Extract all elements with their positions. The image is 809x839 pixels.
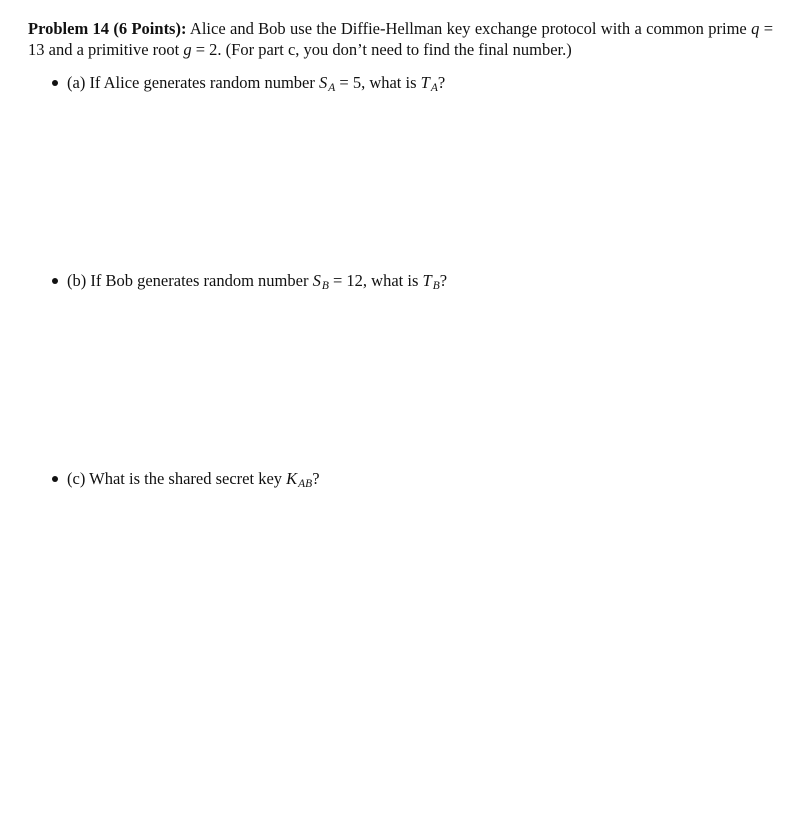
part-c-prefix: (c) What is the shared secret key xyxy=(67,469,287,488)
problem-statement xyxy=(28,18,773,60)
var-q: q xyxy=(751,19,760,38)
part-a-mid: = 5, what is xyxy=(335,73,421,92)
problem-heading: Problem 14 (6 Points): xyxy=(28,19,187,38)
part-b-var-s: S xyxy=(312,271,321,290)
g-value-text: = 2. (For part c, you don’t need to find the final number.) xyxy=(191,40,572,59)
part-b-sub-t: B xyxy=(432,280,440,292)
bullet-icon xyxy=(52,278,58,284)
part-a-prefix: (a) If Alice generates random number xyxy=(67,73,319,92)
part-b-sub-s: B xyxy=(321,280,329,292)
part-a-sub-s: A xyxy=(328,82,336,94)
part-a-sub-t: A xyxy=(430,82,438,94)
part-c-sub-k: AB xyxy=(298,478,313,490)
part-c-var-k: K xyxy=(286,469,298,488)
part-a xyxy=(52,72,445,99)
part-a-end: ? xyxy=(437,73,446,92)
part-b-end: ? xyxy=(439,271,448,290)
part-b-var-t: T xyxy=(422,271,432,290)
part-b-prefix: (b) If Bob generates random number xyxy=(67,271,313,290)
bullet-icon xyxy=(52,476,58,482)
part-b-mid: = 12, what is xyxy=(328,271,423,290)
part-b xyxy=(52,270,447,297)
part-a-var-t: T xyxy=(420,73,430,92)
part-a-var-s: S xyxy=(318,73,328,92)
problem-intro-text: Alice and Bob use the Diffie-Hellman key exchange protocol with a common prime xyxy=(186,19,752,38)
bullet-icon xyxy=(52,80,58,86)
var-g: g xyxy=(183,40,192,59)
part-c xyxy=(52,468,320,495)
q-value-text: = 13 and a primitive root xyxy=(28,19,773,59)
part-c-end: ? xyxy=(312,469,320,488)
